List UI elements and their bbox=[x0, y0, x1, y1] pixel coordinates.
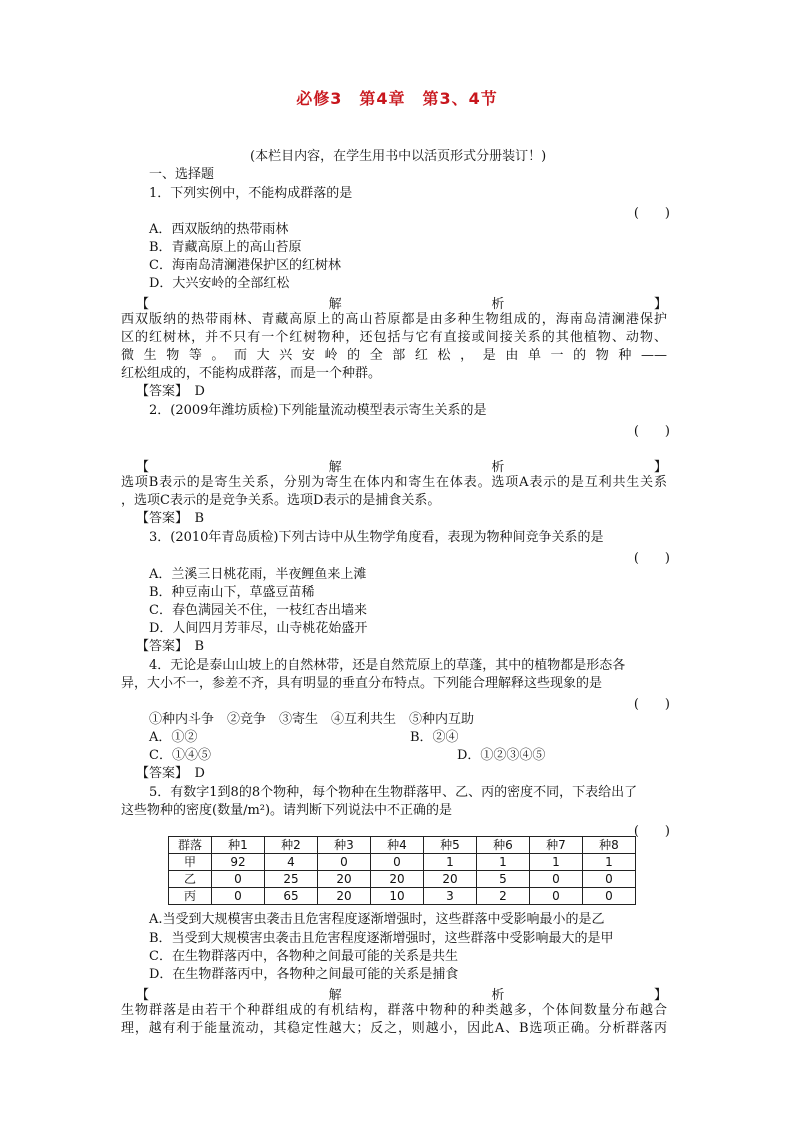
q5-option-c: C．在生物群落丙中，各物种之间最可能的关系是共生 bbox=[149, 949, 458, 964]
answer-blank: ( ) bbox=[633, 824, 670, 839]
q1-analysis-line: 红松组成的，不能构成群落，而是一个种群。 bbox=[121, 366, 382, 381]
table-cell: 65 bbox=[265, 888, 318, 905]
question-5-stem: 这些物种的密度(数量/m²)。请判断下列说法中不正确的是 bbox=[121, 803, 453, 818]
question-2-stem: 2．(2009年潍坊质检)下列能量流动模型表示寄生关系的是 bbox=[149, 403, 487, 418]
table-cell: 2 bbox=[477, 888, 530, 905]
question-3-stem: 3．(2010年青岛质检)下列古诗中从生物学角度看，表现为物种间竞争关系的是 bbox=[149, 530, 604, 545]
table-row bbox=[169, 854, 636, 871]
q5-option-b: B．当受到大规模害虫袭击且危害程度逐渐增强时，这些群落中受影响最大的是甲 bbox=[149, 931, 614, 946]
table-cell: 0 bbox=[371, 854, 424, 871]
q4-items: ①种内斗争 ②竞争 ③寄生 ④互利共生 ⑤种内互助 bbox=[149, 712, 475, 727]
table-cell: 丙 bbox=[169, 888, 212, 905]
table-cell: 92 bbox=[212, 854, 265, 871]
binding-note: (本栏目内容，在学生用书中以活页形式分册装订！) bbox=[250, 149, 547, 164]
answer-blank: ( ) bbox=[633, 424, 670, 439]
q3-option-d: D．人间四月芳菲尽，山寺桃花始盛开 bbox=[149, 621, 368, 636]
q3-option-b: B．种豆南山下，草盛豆苗稀 bbox=[149, 585, 315, 600]
q1-option-a: A．西双版纳的热带雨林 bbox=[149, 222, 289, 237]
table-cell: 5 bbox=[477, 871, 530, 888]
table-cell: 0 bbox=[318, 854, 371, 871]
table-cell: 20 bbox=[318, 871, 371, 888]
q4-option-a: A．①② bbox=[149, 730, 198, 745]
q3-option-c: C．春色满园关不住，一枝红杏出墙来 bbox=[149, 603, 367, 618]
table-cell: 4 bbox=[265, 854, 318, 871]
table-row bbox=[169, 871, 636, 888]
table-cell: 20 bbox=[371, 871, 424, 888]
table-cell: 20 bbox=[318, 888, 371, 905]
analysis-heading: 【 解 析 】 bbox=[136, 297, 667, 312]
table-header-cell: 种8 bbox=[583, 837, 636, 854]
table-cell: 20 bbox=[424, 871, 477, 888]
page-title: 必修3 第4章 第3、4节 bbox=[296, 89, 498, 108]
table-cell: 0 bbox=[583, 871, 636, 888]
table-header-cell: 种1 bbox=[212, 837, 265, 854]
table-header-cell: 种4 bbox=[371, 837, 424, 854]
q1-analysis-line: 区的红树林，并不只有一个红树物种，还包括与它有直接或间接关系的其他植物、动物、 bbox=[121, 330, 667, 345]
answer-blank: ( ) bbox=[633, 551, 670, 566]
table-header-cell: 种3 bbox=[318, 837, 371, 854]
table-cell: 25 bbox=[265, 871, 318, 888]
table-cell: 0 bbox=[212, 871, 265, 888]
q1-answer: 【答案】 D bbox=[136, 384, 205, 399]
q1-option-b: B．青藏高原上的高山苔原 bbox=[149, 240, 302, 255]
q1-analysis-line: 西双版纳的热带雨林、青藏高原上的高山苔原都是由多种生物组成的，海南岛清澜港保护 bbox=[121, 312, 667, 327]
q4-option-b: B．②④ bbox=[410, 730, 459, 745]
q3-option-a: A．兰溪三日桃花雨，半夜鲤鱼来上滩 bbox=[149, 567, 367, 582]
question-5-stem: 5．有数字1到8的8个物种，每个物种在生物群落甲、乙、丙的密度不同，下表给出了 bbox=[149, 785, 638, 800]
table-header-cell: 群落 bbox=[169, 837, 212, 854]
table-header-row bbox=[169, 837, 636, 854]
q1-option-d: D．大兴安岭的全部红松 bbox=[149, 276, 290, 291]
question-1-stem: 1．下列实例中，不能构成群落的是 bbox=[149, 186, 353, 201]
analysis-heading: 【 解 析 】 bbox=[136, 460, 667, 475]
analysis-heading: 【 解 析 】 bbox=[136, 988, 667, 1003]
table-cell: 0 bbox=[530, 888, 583, 905]
q5-analysis-line: 生物群落是由若干个种群组成的有机结构，群落中物种的种类越多，个体间数量分布越合 bbox=[121, 1003, 667, 1018]
table-cell: 乙 bbox=[169, 871, 212, 888]
q2-analysis-line: 选项B表示的是寄生关系，分别为寄生在体内和寄生在体表。选项A表示的是互利共生关系 bbox=[121, 475, 667, 490]
table-cell: 1 bbox=[477, 854, 530, 871]
table-header-cell: 种7 bbox=[530, 837, 583, 854]
table-row bbox=[169, 888, 636, 905]
q2-answer: 【答案】 B bbox=[136, 511, 205, 526]
q1-analysis-line: 微生物等。而大兴安岭的全部红松，是由单一的物种—— bbox=[121, 348, 667, 363]
table-cell: 1 bbox=[583, 854, 636, 871]
table-cell: 1 bbox=[530, 854, 583, 871]
table-cell: 甲 bbox=[169, 854, 212, 871]
q4-answer: 【答案】 D bbox=[136, 766, 205, 781]
answer-blank: ( ) bbox=[633, 206, 670, 221]
q5-option-a: A.当受到大规模害虫袭击且危害程度逐渐增强时，这些群落中受影响最小的是乙 bbox=[149, 912, 605, 927]
table-cell: 1 bbox=[424, 854, 477, 871]
density-table bbox=[168, 836, 636, 905]
table-cell: 0 bbox=[530, 871, 583, 888]
table-header-cell: 种6 bbox=[477, 837, 530, 854]
table-cell: 0 bbox=[583, 888, 636, 905]
table-cell: 3 bbox=[424, 888, 477, 905]
q5-analysis-line: 理，越有利于能量流动，其稳定性越大；反之，则越小，因此A、B选项正确。分析群落丙 bbox=[121, 1021, 667, 1036]
table-cell: 10 bbox=[371, 888, 424, 905]
question-4-stem: 异，大小不一，参差不齐，具有明显的垂直分布特点。下列能合理解释这些现象的是 bbox=[121, 676, 603, 691]
table-cell: 0 bbox=[212, 888, 265, 905]
q5-option-d: D．在生物群落丙中，各物种之间最可能的关系是捕食 bbox=[149, 967, 459, 982]
q4-option-c: C．①④⑤ bbox=[149, 748, 211, 763]
question-4-stem: 4．无论是泰山山坡上的自然林带，还是自然荒原上的草蓬，其中的植物都是形态各 bbox=[149, 658, 626, 673]
answer-blank: ( ) bbox=[633, 697, 670, 712]
q3-answer: 【答案】 B bbox=[136, 639, 205, 654]
table-header-cell: 种2 bbox=[265, 837, 318, 854]
table-header-cell: 种5 bbox=[424, 837, 477, 854]
q2-analysis-line: ，选项C表示的是竞争关系。选项D表示的是捕食关系。 bbox=[121, 493, 441, 508]
q1-option-c: C．海南岛清澜港保护区的红树林 bbox=[149, 258, 341, 273]
section-heading: 一、选择题 bbox=[149, 167, 215, 182]
q4-option-d: D．①②③④⑤ bbox=[457, 748, 546, 763]
